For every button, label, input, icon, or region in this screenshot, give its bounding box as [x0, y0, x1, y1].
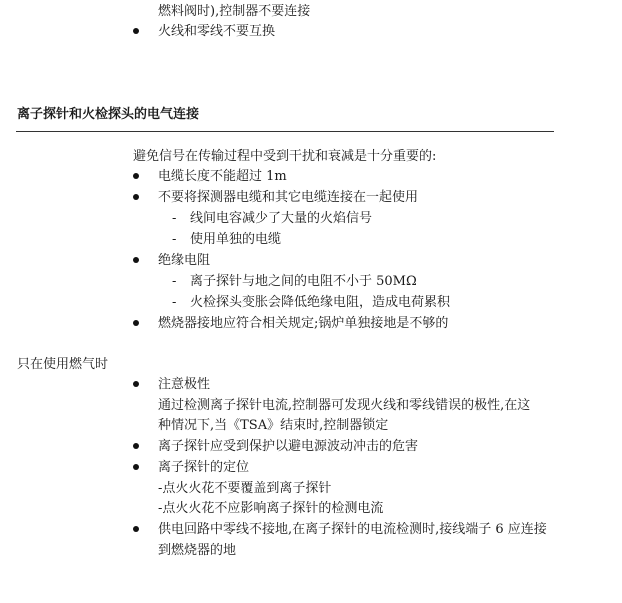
list-item: 电缆长度不能超过 1m [158, 169, 287, 184]
paragraph-line: 种情况下,当《TSA》结束时,控制器锁定 [158, 418, 389, 433]
list-item: 火线和零线不要互换 [158, 24, 276, 39]
bullet-icon [133, 381, 139, 387]
list-item: 不要将探测器电缆和其它电缆连接在一起使用 [158, 190, 419, 205]
bullet-icon [133, 28, 139, 34]
list-item: 燃烧器接地应符合相关规定;锅炉单独接地是不够的 [158, 316, 449, 331]
list-item: 绝缘电阻 [158, 253, 211, 268]
bullet-icon [133, 173, 139, 179]
paragraph-line: 通过检测离子探针电流,控制器可发现火线和零线错误的极性,在这 [158, 398, 531, 413]
dash-marker: - [172, 295, 177, 310]
bullet-icon [133, 257, 139, 263]
sub-list-item: -点火火花不要覆盖到离子探针 [158, 481, 332, 496]
dash-marker: - [172, 232, 177, 247]
dash-marker: - [172, 274, 177, 289]
sub-list-item: -点火火花不应影响离子探针的检测电流 [158, 501, 384, 516]
dash-marker: - [172, 211, 177, 226]
continuation-text: 燃料阀时),控制器不要连接 [158, 4, 311, 19]
sub-list-item: 线间电容减少了大量的火焰信号 [190, 211, 373, 226]
section-heading: 离子探针和火检探头的电气连接 [17, 107, 200, 122]
list-item: 供电回路中零线不接地,在离子探针的电流检测时,接线端子 6 应连接 [158, 522, 547, 537]
heading-divider [16, 131, 554, 132]
bullet-icon [133, 194, 139, 200]
sub-list-item: 使用单独的电缆 [190, 232, 282, 247]
bullet-icon [133, 526, 139, 532]
intro-text: 避免信号在传输过程中受到干扰和衰减是十分重要的: [133, 149, 437, 164]
sub-list-item: 火检探头变胀会降低绝缘电阻，造成电荷累积 [190, 295, 451, 310]
sub-list-item: 离子探针与地之间的电阻不小于 50MΩ [190, 274, 417, 289]
bullet-icon [133, 320, 139, 326]
gas-only-label: 只在使用燃气时 [17, 357, 109, 372]
bullet-icon [133, 464, 139, 470]
list-item: 离子探针的定位 [158, 460, 250, 475]
list-item: 注意极性 [158, 377, 211, 392]
list-item: 离子探针应受到保护以避电源波动冲击的危害 [158, 439, 419, 454]
paragraph-line: 到燃烧器的地 [158, 543, 237, 558]
bullet-icon [133, 443, 139, 449]
